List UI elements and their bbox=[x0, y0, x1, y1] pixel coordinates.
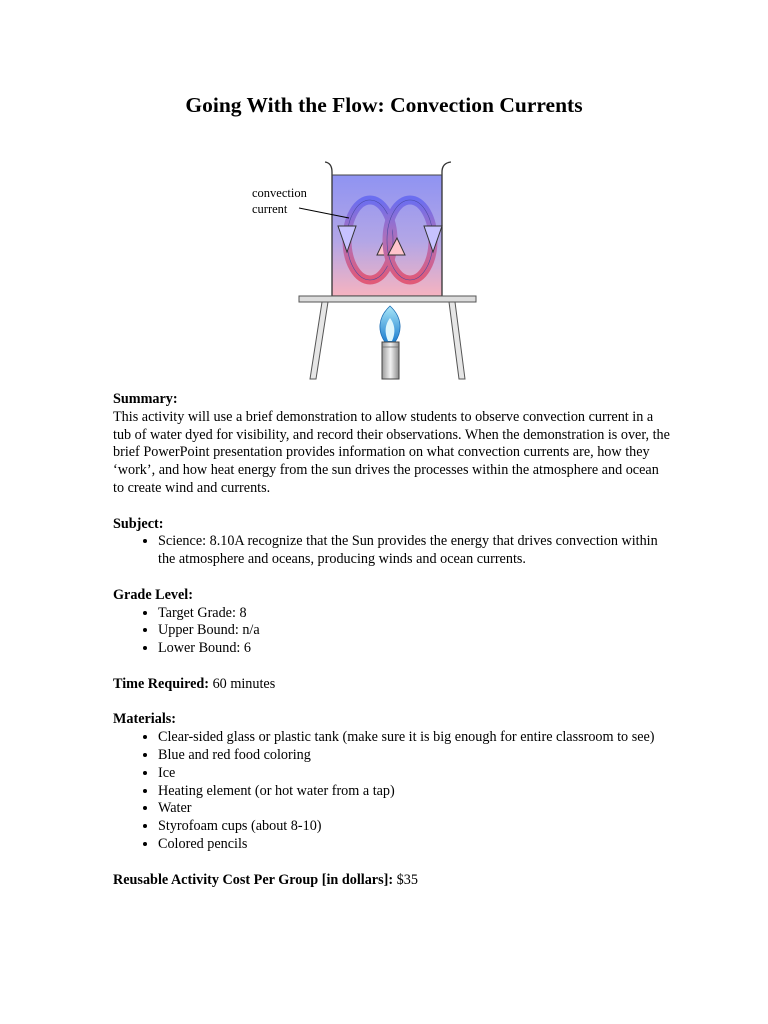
summary-text: This activity will use a brief demonstration to allow students to observe convection current in a tub of water dyed for visibility, and record their observations. When the demonstration is over, the brief PowerPoint presentation provides information on what convection currents are, how they ‘work’, and how heat energy from the sun drives the processes within the atmosphere and ocean to create wind and currents. bbox=[113, 408, 670, 496]
list-item: • Upper Bound: n/a bbox=[158, 622, 673, 640]
list-item: • Science: 8.10A recognize that the Sun provides the energy that drives convection within the atmosphere and oceans, producing winds and ocean currents. bbox=[158, 533, 673, 569]
cost-section bbox=[113, 872, 673, 890]
subject-heading: Subject: bbox=[113, 515, 164, 532]
cost-value: $35 bbox=[393, 871, 418, 888]
document-title: Going With the Flow: Convection Currents bbox=[185, 93, 583, 117]
stand-top bbox=[299, 296, 476, 302]
stand-leg-right bbox=[449, 302, 465, 379]
subject-section bbox=[113, 516, 673, 569]
list-item: • Colored pencils bbox=[158, 836, 673, 854]
subject-list bbox=[113, 533, 673, 569]
materials-section bbox=[113, 711, 673, 853]
list-item: • Styrofoam cups (about 8-10) bbox=[158, 818, 673, 836]
list-item: • Heating element (or hot water from a tap) bbox=[158, 783, 673, 801]
burner bbox=[382, 342, 399, 379]
stand-leg-left bbox=[310, 302, 328, 379]
label-line-1: convection bbox=[252, 186, 307, 200]
list-item: • Water bbox=[158, 800, 673, 818]
list-item: • Clear-sided glass or plastic tank (make sure it is big enough for entire classroom to see) bbox=[158, 729, 673, 747]
list-item: • Ice bbox=[158, 765, 673, 783]
list-item: • Blue and red food coloring bbox=[158, 747, 673, 765]
list-item: • Target Grade: 8 bbox=[158, 605, 673, 623]
grade-list bbox=[113, 605, 673, 658]
cost-label: Reusable Activity Cost Per Group [in dollars]: bbox=[113, 871, 394, 888]
materials-list bbox=[113, 729, 673, 854]
document-body bbox=[113, 391, 673, 907]
convection-diagram bbox=[248, 160, 480, 382]
time-section bbox=[113, 676, 673, 694]
summary-section bbox=[113, 391, 673, 498]
grade-section bbox=[113, 587, 673, 658]
time-value: 60 minutes bbox=[209, 675, 276, 692]
grade-heading: Grade Level: bbox=[113, 586, 193, 603]
time-label: Time Required: bbox=[113, 675, 210, 692]
summary-heading: Summary: bbox=[113, 391, 178, 407]
materials-heading: Materials: bbox=[113, 711, 177, 728]
label-line-2: current bbox=[252, 202, 288, 216]
list-item: • Lower Bound: 6 bbox=[158, 640, 673, 658]
